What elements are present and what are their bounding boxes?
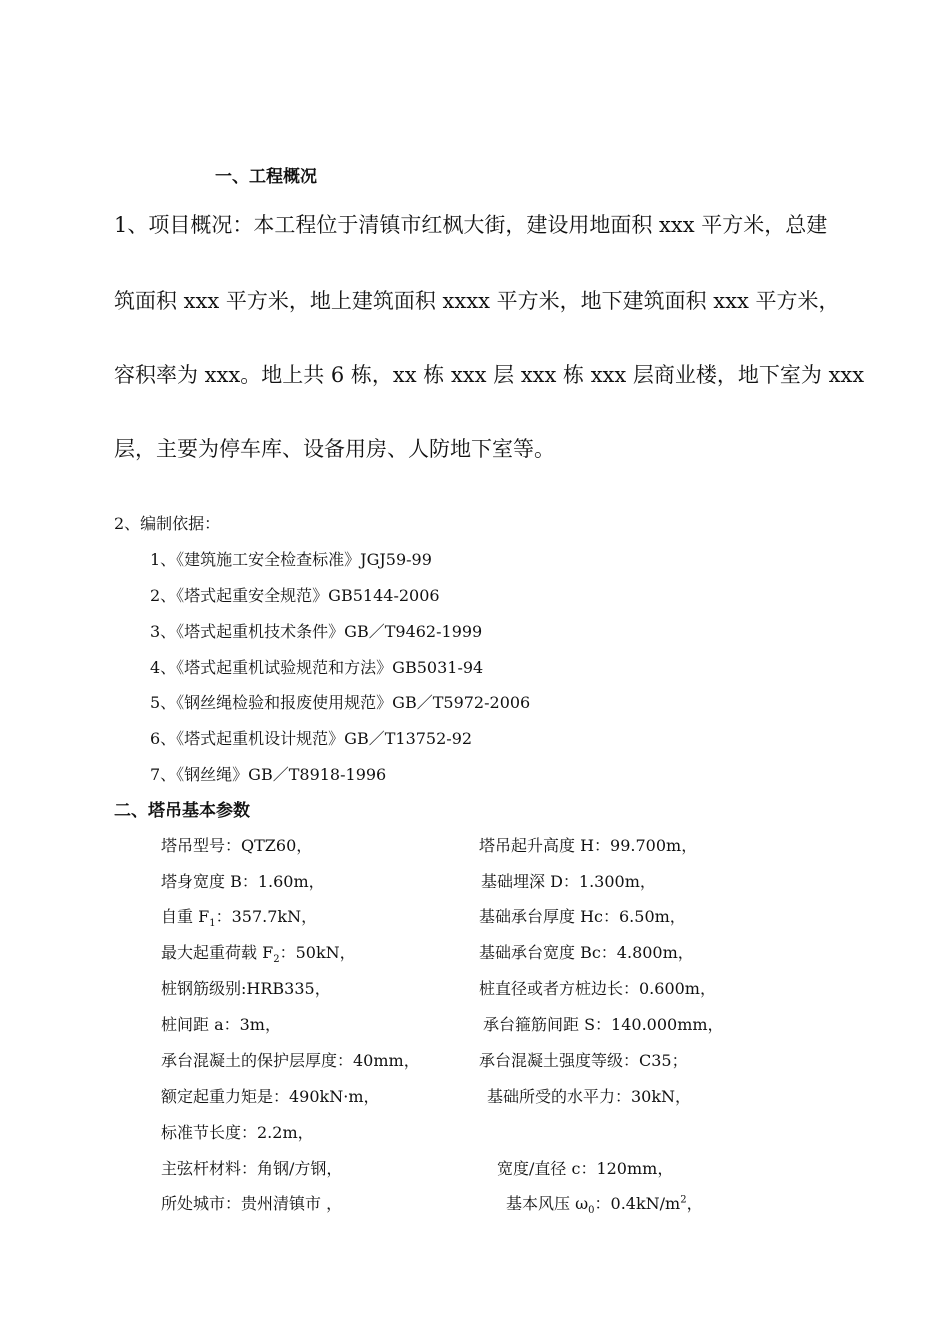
param-tower-width: 塔身宽度 B：1.60m， xyxy=(161,872,325,891)
param-pile-diameter: 桩直径或者方桩边长：0.600m， xyxy=(479,979,716,998)
param-foundation-depth: 基础埋深 D：1.300m， xyxy=(481,872,656,891)
param-chord-width: 宽度/直径 c：120mm， xyxy=(497,1159,674,1178)
reference-item: 7、《钢丝绳》GB／T8918-1996 xyxy=(150,765,387,784)
param-concrete-grade: 承台混凝土强度等级：C35； xyxy=(479,1051,688,1070)
basis-heading: 2、编制依据： xyxy=(114,514,221,533)
param-chord-material: 主弦杆材料：角钢/方钢， xyxy=(161,1159,343,1178)
param-horizontal-force: 基础所受的水平力：30kN， xyxy=(487,1087,692,1106)
param-tower-model: 塔吊型号：QTZ60， xyxy=(161,836,313,855)
param-cover-thickness: 承台混凝土的保护层厚度：40mm， xyxy=(161,1051,420,1070)
param-cap-thickness: 基础承台厚度 Hc：6.50m， xyxy=(479,907,686,926)
overview-line-3: 容积率为 xxx。地上共 6 栋，xx 栋 xxx 层 xxx 栋 xxx 层商业楼，地下室为 xxx xyxy=(114,363,865,387)
reference-item: 5、《钢丝绳检验和报废使用规范》GB／T5972-2006 xyxy=(150,693,531,712)
param-self-weight: 自重 $F_1$：357.7kN， xyxy=(161,907,318,930)
reference-item: 1、《建筑施工安全检查标准》JGJ59-99 xyxy=(150,550,432,569)
param-max-load: 最大起重荷载 $F_2$：50kN， xyxy=(161,943,356,966)
param-stirrup-spacing: 承台箍筋间距 S：140.000mm， xyxy=(483,1015,724,1034)
overview-line-4: 层，主要为停车库、设备用房、人防地下室等。 xyxy=(114,437,555,461)
param-rated-moment: 额定起重力矩是：490kN·m， xyxy=(161,1087,380,1106)
param-city: 所处城市：贵州清镇市 ， xyxy=(161,1194,343,1213)
param-pile-rebar-grade: 桩钢筋级别:HRB335， xyxy=(161,979,331,998)
param-cap-width: 基础承台宽度 Bc：4.800m， xyxy=(479,943,694,962)
reference-item: 3、《塔式起重机技术条件》GB／T9462-1999 xyxy=(150,622,483,641)
reference-item: 4、《塔式起重机试验规范和方法》GB5031-94 xyxy=(150,658,484,677)
reference-item: 6、《塔式起重机设计规范》GB／T13752-92 xyxy=(150,729,473,748)
overview-line-1: 1、项目概况：本工程位于清镇市红枫大街，建设用地面积 xxx 平方米，总建 xyxy=(114,213,828,237)
param-pile-spacing: 桩间距 a：3m， xyxy=(161,1015,281,1034)
overview-line-2: 筑面积 xxx 平方米，地上建筑面积 xxxx 平方米，地下建筑面积 xxx 平方米， xyxy=(114,289,840,313)
reference-item: 2、《塔式起重安全规范》GB5144-2006 xyxy=(150,586,440,605)
param-wind-pressure: 基本风压 $\omega_0$：$0.4kN/m^2$， xyxy=(506,1194,703,1217)
section-1-heading: 一、工程概况 xyxy=(215,167,317,187)
section-2-heading: 二、塔吊基本参数 xyxy=(114,801,250,821)
param-lift-height: 塔吊起升高度 H：99.700m， xyxy=(479,836,698,855)
param-section-length: 标准节长度：2.2m， xyxy=(161,1123,314,1142)
